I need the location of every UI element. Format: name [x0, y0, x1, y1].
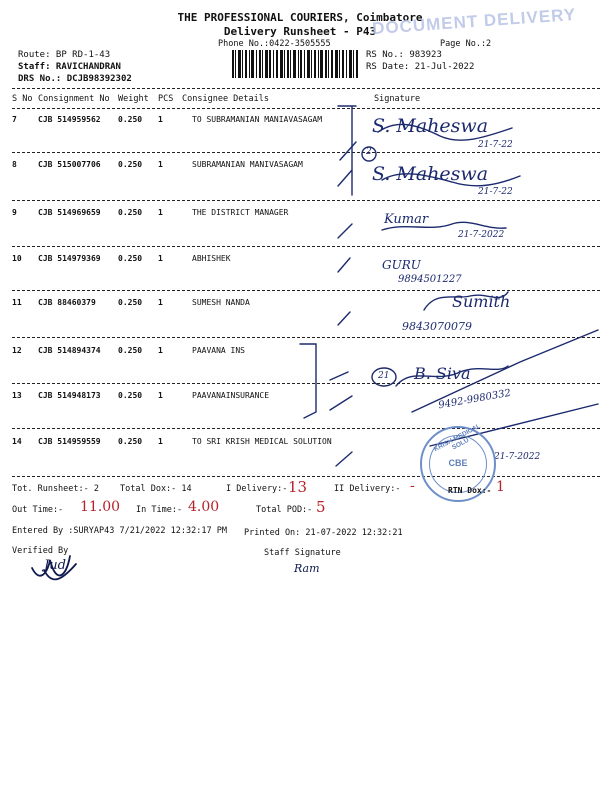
- printed-on: Printed On: 21-07-2022 12:32:21: [244, 528, 403, 538]
- rtn-dox-label: RTN Dox:-: [448, 486, 492, 495]
- staff-signature: Ram: [294, 562, 320, 575]
- handwritten-signature: Sumith: [452, 292, 511, 311]
- row-consignment: CJB 514979369: [38, 254, 101, 263]
- row-pcs: 1: [158, 160, 163, 169]
- phone-number: Phone No.:0422-3505555: [218, 39, 331, 49]
- row-consignment: CJB 514969659: [38, 208, 101, 217]
- handwritten-date: 21-7-22: [478, 187, 513, 197]
- tick-stroke: [330, 372, 348, 380]
- row-pcs: 1: [158, 115, 163, 124]
- col-consignment: Consignment No: [38, 94, 110, 104]
- row-consignment: CJB 514959559: [38, 437, 101, 446]
- col-signature: Signature: [374, 94, 421, 104]
- handwritten-signature: S. Maheswa: [372, 163, 489, 185]
- handwritten-signature: B. Siva: [414, 364, 471, 383]
- row-sno: 10: [12, 254, 22, 263]
- row-sno: 11: [12, 298, 22, 307]
- row-consignment: CJB 514894374: [38, 346, 101, 355]
- page-number: Page No.:2: [440, 39, 492, 49]
- stamp-text: KRISH MEDICAL SOLU: [432, 422, 482, 454]
- tick-stroke: [338, 170, 352, 186]
- tick-stroke: [330, 396, 352, 410]
- handwritten-phone: 9492-9980332: [437, 387, 512, 412]
- rs-date: RS Date: 21-Jul-2022: [366, 62, 475, 72]
- rtn-dox-value: 1: [496, 479, 505, 495]
- tick-stroke: [338, 312, 350, 325]
- total-pod-label: Total POD:-: [256, 505, 313, 515]
- row-consignment: CJB 515007706: [38, 160, 101, 169]
- tick-stroke: [336, 452, 352, 466]
- row-consignee: PAAVANA INS: [192, 346, 245, 355]
- document-delivery-watermark: DOCUMENT DELIVERY: [371, 4, 577, 39]
- row-weight: 0.250: [118, 437, 143, 446]
- in-time-label: In Time:-: [136, 505, 183, 515]
- col-consignee: Consignee Details: [182, 94, 269, 104]
- tick-stroke: [338, 258, 350, 272]
- col-weight: Weight: [118, 94, 149, 104]
- drs-number: DRS No.: DCJB98392302: [18, 74, 132, 84]
- handwritten-date: 21-7-22: [478, 140, 513, 150]
- row-consignment: CJB 88460379: [38, 298, 96, 307]
- row-pcs: 1: [158, 298, 163, 307]
- tick-stroke: [338, 224, 352, 238]
- staff-info: Staff: RAVICHANDRAN: [18, 62, 121, 72]
- handwritten-phone: 9843070079: [402, 320, 472, 333]
- row-pcs: 1: [158, 208, 163, 217]
- total-pod-value: 5: [316, 498, 326, 516]
- row-pcs: 1: [158, 254, 163, 263]
- row-consignee: SUMESH NANDA: [192, 298, 250, 307]
- handwritten-date: 21-7-2022: [494, 452, 541, 462]
- row-consignment: CJB 514948173: [38, 391, 101, 400]
- row-weight: 0.250: [118, 346, 143, 355]
- verified-signature: Jud: [44, 558, 66, 573]
- row-consignee: ABHISHEK: [192, 254, 231, 263]
- circled-number: 21: [378, 371, 390, 381]
- row-consignee: TO SRI KRISH MEDICAL SOLUTION: [192, 437, 332, 446]
- row-weight: 0.250: [118, 160, 143, 169]
- row-consignee: SUBRAMANIAN MANIVASAGAM: [192, 160, 303, 169]
- in-time-value: 4.00: [188, 499, 220, 515]
- row-sno: 13: [12, 391, 22, 400]
- circled-number: 2: [366, 147, 372, 157]
- row-sno: 9: [12, 208, 17, 217]
- ii-delivery-value: -: [410, 478, 415, 494]
- ii-delivery-label: II Delivery:-: [334, 484, 401, 494]
- row-pcs: 1: [158, 437, 163, 446]
- col-sno: S No: [12, 94, 33, 104]
- row-weight: 0.250: [118, 208, 143, 217]
- total-dox: Total Dox:- 14: [120, 484, 192, 494]
- rs-number: RS No.: 983923: [366, 50, 442, 60]
- tick-stroke: [340, 142, 356, 160]
- bracket-stroke: [300, 344, 316, 418]
- i-delivery-value: 13: [288, 478, 308, 496]
- row-sno: 12: [12, 346, 22, 355]
- row-consignee: PAAVANAINSURANCE: [192, 391, 270, 400]
- total-runsheet: Tot. Runsheet:- 2: [12, 484, 99, 494]
- company-title: THE PROFESSIONAL COURIERS, Coimbatore: [177, 11, 423, 24]
- row-consignee: THE DISTRICT MANAGER: [192, 208, 289, 217]
- row-weight: 0.250: [118, 298, 143, 307]
- route-info: Route: BP RD-1-43: [18, 50, 111, 60]
- staff-signature-label: Staff Signature: [264, 548, 341, 558]
- row-consignee: TO SUBRAMANIAN MANIAVASAGAM: [192, 115, 323, 124]
- row-weight: 0.250: [118, 254, 143, 263]
- runsheet-subtitle: Delivery Runsheet - P43: [223, 25, 377, 38]
- out-time-value: 11.00: [80, 499, 121, 515]
- bracket-stroke: [338, 106, 356, 195]
- row-sno: 14: [12, 437, 22, 446]
- i-delivery-label: I Delivery:-: [226, 484, 288, 494]
- handwritten-name: GURU: [382, 258, 421, 272]
- handwritten-date: 21-7-2022: [458, 230, 505, 240]
- stamp-center-text: CBE: [448, 458, 468, 468]
- verified-by-label: Verified By: [12, 546, 69, 556]
- row-pcs: 1: [158, 391, 163, 400]
- out-time-label: Out Time:-: [12, 505, 64, 515]
- row-weight: 0.250: [118, 115, 143, 124]
- handwritten-signature: S. Maheswa: [372, 115, 489, 137]
- entered-by: Entered By :SURYAP43 7/21/2022 12:32:17 PM: [12, 526, 227, 536]
- handwritten-signature: Kumar: [384, 212, 429, 227]
- handwritten-phone: 9894501227: [398, 274, 462, 285]
- row-pcs: 1: [158, 346, 163, 355]
- row-sno: 8: [12, 160, 17, 169]
- row-sno: 7: [12, 115, 17, 124]
- row-weight: 0.250: [118, 391, 143, 400]
- col-pcs: PCS: [158, 94, 174, 104]
- row-consignment: CJB 514959562: [38, 115, 101, 124]
